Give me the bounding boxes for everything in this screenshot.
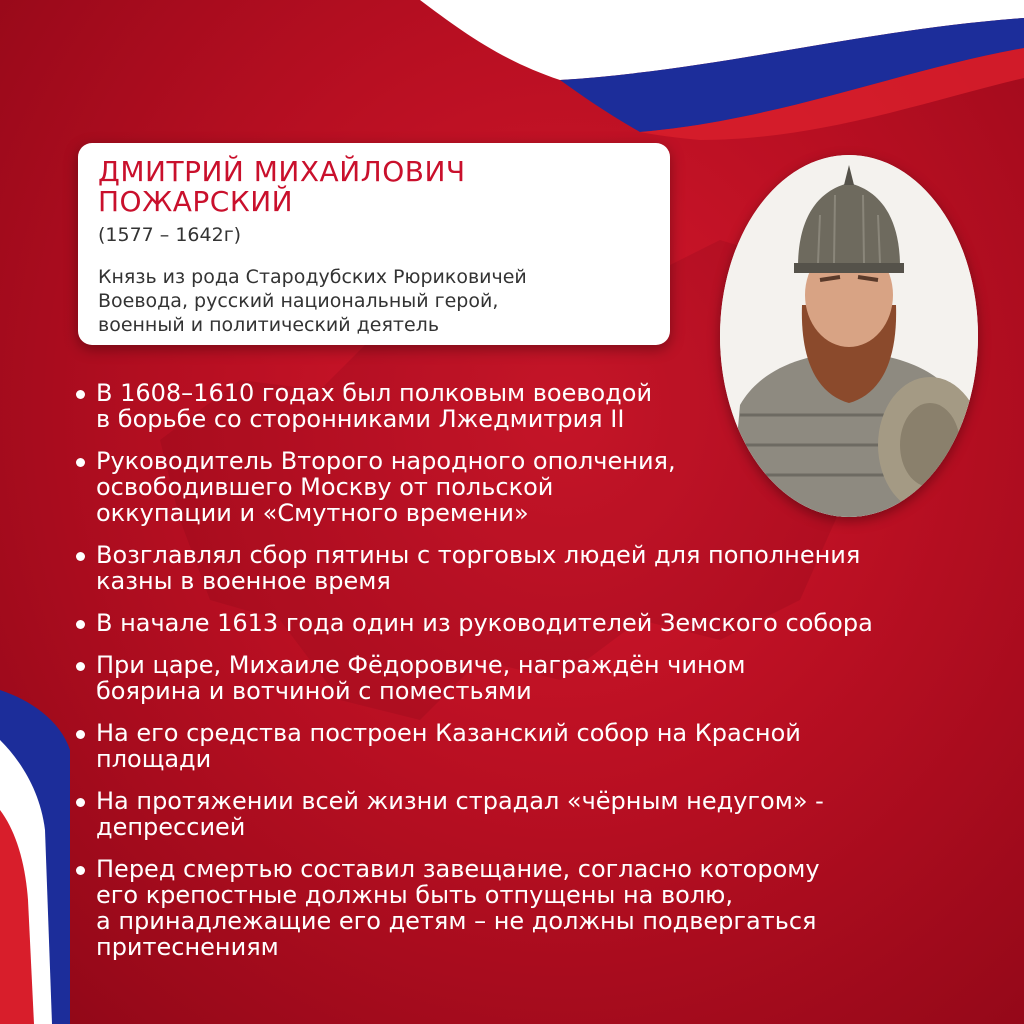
person-description: [98, 265, 650, 337]
bullet-icon: [76, 390, 85, 399]
fact-item: [74, 856, 974, 960]
fact-line: боярина и вотчиной с поместьями: [96, 677, 532, 705]
fact-line: На протяжении всей жизни страдал «чёрным недугом» -: [96, 787, 824, 815]
fact-line: При царе, Михаиле Фёдоровиче, награждён чином: [96, 651, 746, 679]
fact-item: [74, 542, 974, 594]
description-line: Князь из рода Стародубских Рюриковичей: [98, 266, 527, 288]
fact-line: площади: [96, 745, 212, 773]
fact-line: Возглавлял сбор пятины с торговых людей для пополнения: [96, 541, 861, 569]
description-line: Воевода, русский национальный герой,: [98, 290, 499, 312]
bullet-icon: [76, 798, 85, 807]
fact-line: В 1608–1610 годах был полковым воеводой: [96, 379, 653, 407]
fact-line: казны в военное время: [96, 567, 391, 595]
fact-line: притеснениям: [96, 933, 279, 961]
fact-line: в борьбе со сторонниками Лжедмитрия II: [96, 405, 625, 433]
bullet-icon: [76, 620, 85, 629]
flag-ribbon-top: [0, 0, 1024, 140]
bullet-icon: [76, 458, 85, 467]
description-line: военный и политический деятель: [98, 314, 440, 336]
person-name: [98, 157, 650, 217]
fact-line: освободившего Москву от польской: [96, 473, 554, 501]
fact-item: [74, 788, 974, 840]
fact-line: депрессией: [96, 813, 246, 841]
fact-item: [74, 448, 974, 526]
person-name-line1: ДМИТРИЙ МИХАЙЛОВИЧ: [98, 155, 466, 188]
bullet-icon: [76, 552, 85, 561]
fact-item: [74, 610, 974, 636]
bullet-icon: [76, 866, 85, 875]
fact-item: [74, 720, 974, 772]
bullet-icon: [76, 730, 85, 739]
life-years: (1577 – 1642г): [98, 224, 242, 246]
fact-line: На его средства построен Казанский собор на Красной: [96, 719, 801, 747]
person-name-line2: ПОЖАРСКИЙ: [98, 185, 294, 218]
fact-line: его крепостные должны быть отпущены на волю,: [96, 881, 734, 909]
fact-line: В начале 1613 года один из руководителей Земского собора: [96, 609, 873, 637]
fact-line: а принадлежащие его детям – не должны подвергаться: [96, 907, 817, 935]
fact-item: [74, 380, 974, 432]
fact-line: Руководитель Второго народного ополчения,: [96, 447, 676, 475]
facts-list: [74, 380, 974, 976]
fact-line: Перед смертью составил завещание, согласно которому: [96, 855, 820, 883]
fact-line: оккупации и «Смутного времени»: [96, 499, 529, 527]
title-card: [78, 143, 670, 345]
bullet-icon: [76, 662, 85, 671]
fact-item: [74, 652, 974, 704]
